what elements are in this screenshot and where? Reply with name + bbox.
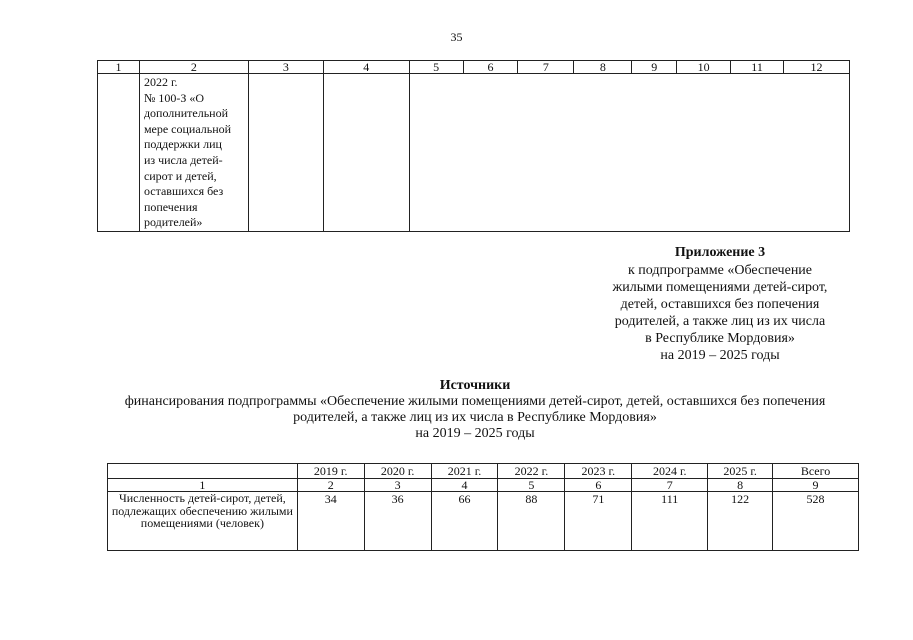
col-num: 12 (784, 61, 850, 74)
appendix-line: родителей, а также лиц из их числа (614, 314, 826, 329)
col-num: 9 (773, 479, 859, 492)
col-num: 7 (632, 479, 708, 492)
total-cell: 528 (773, 492, 859, 551)
col-num: 3 (364, 479, 431, 492)
year-header: 2020 г. (364, 464, 431, 479)
value-cell: 111 (632, 492, 708, 551)
col-num: 1 (108, 479, 298, 492)
empty-merged-cell (409, 74, 849, 232)
col-num: 10 (677, 61, 731, 74)
law-line: оставшихся без (143, 184, 224, 199)
empty-cell (248, 74, 323, 232)
law-line: сирот и детей, (143, 168, 217, 183)
appendix-line: к подпрограмме «Обеспечение (627, 263, 813, 278)
data-row (108, 492, 859, 551)
metric-label: Численность детей-сирот, детей, подлежащих обеспечению жилыми помещениями (человек) (108, 492, 298, 551)
appendix-title: Приложение 3 (674, 245, 766, 260)
law-line: из числа детей- (143, 152, 223, 167)
law-row (98, 74, 850, 232)
year-header: 2021 г. (431, 464, 498, 479)
sources-heading (90, 378, 860, 442)
sources-line: на 2019 – 2025 годы (415, 426, 535, 441)
sources-line: финансирования подпрограммы «Обеспечение жилыми помещениями детей-сирот, детей, оставшихся без попечения (124, 394, 826, 409)
appendix-block (595, 244, 845, 364)
sources-title: Источники (439, 378, 511, 393)
col-num: 5 (409, 61, 463, 74)
value-cell: 36 (364, 492, 431, 551)
total-header: Всего (773, 464, 859, 479)
year-header: 2025 г. (708, 464, 773, 479)
year-header: 2019 г. (297, 464, 364, 479)
law-line: родителей» (143, 215, 203, 230)
law-line: 2022 г. (143, 75, 178, 89)
value-cell: 34 (297, 492, 364, 551)
law-line: № 100-З «О (143, 90, 205, 105)
col-num: 4 (323, 61, 409, 74)
financing-table (107, 463, 859, 551)
continuation-table (97, 60, 850, 232)
col-num: 8 (708, 479, 773, 492)
year-header: 2024 г. (632, 464, 708, 479)
col-num: 6 (565, 479, 632, 492)
column-number-row (98, 61, 850, 74)
value-cell: 122 (708, 492, 773, 551)
appendix-line: жилыми помещениями детей-сирот, (612, 280, 828, 295)
law-cell (139, 74, 248, 232)
col-num: 11 (731, 61, 784, 74)
column-number-row (108, 479, 859, 492)
value-cell: 88 (498, 492, 565, 551)
year-header-row (108, 464, 859, 479)
col-num: 7 (518, 61, 574, 74)
value-cell: 66 (431, 492, 498, 551)
page-number: 35 (450, 30, 463, 44)
col-num: 5 (498, 479, 565, 492)
year-header: 2023 г. (565, 464, 632, 479)
empty-cell (98, 74, 140, 232)
empty-cell (323, 74, 409, 232)
empty-cell (108, 464, 298, 479)
year-header: 2022 г. (498, 464, 565, 479)
col-num: 2 (297, 479, 364, 492)
col-num: 6 (463, 61, 518, 74)
appendix-line: детей, оставшихся без попечения (620, 297, 820, 312)
col-num: 4 (431, 479, 498, 492)
col-num: 8 (574, 61, 632, 74)
law-line: поддержки лиц (143, 137, 222, 152)
value-cell: 71 (565, 492, 632, 551)
col-num: 9 (632, 61, 677, 74)
law-line: дополнительной (143, 106, 229, 121)
col-num: 2 (139, 61, 248, 74)
appendix-line: на 2019 – 2025 годы (660, 348, 780, 363)
col-num: 3 (248, 61, 323, 74)
appendix-line: в Республике Мордовия» (645, 331, 795, 346)
law-line: мере социальной (143, 121, 232, 136)
sources-line: родителей, а также лиц из их числа в Республике Мордовия» (293, 410, 657, 425)
law-line: попечения (143, 199, 198, 214)
col-num: 1 (98, 61, 140, 74)
